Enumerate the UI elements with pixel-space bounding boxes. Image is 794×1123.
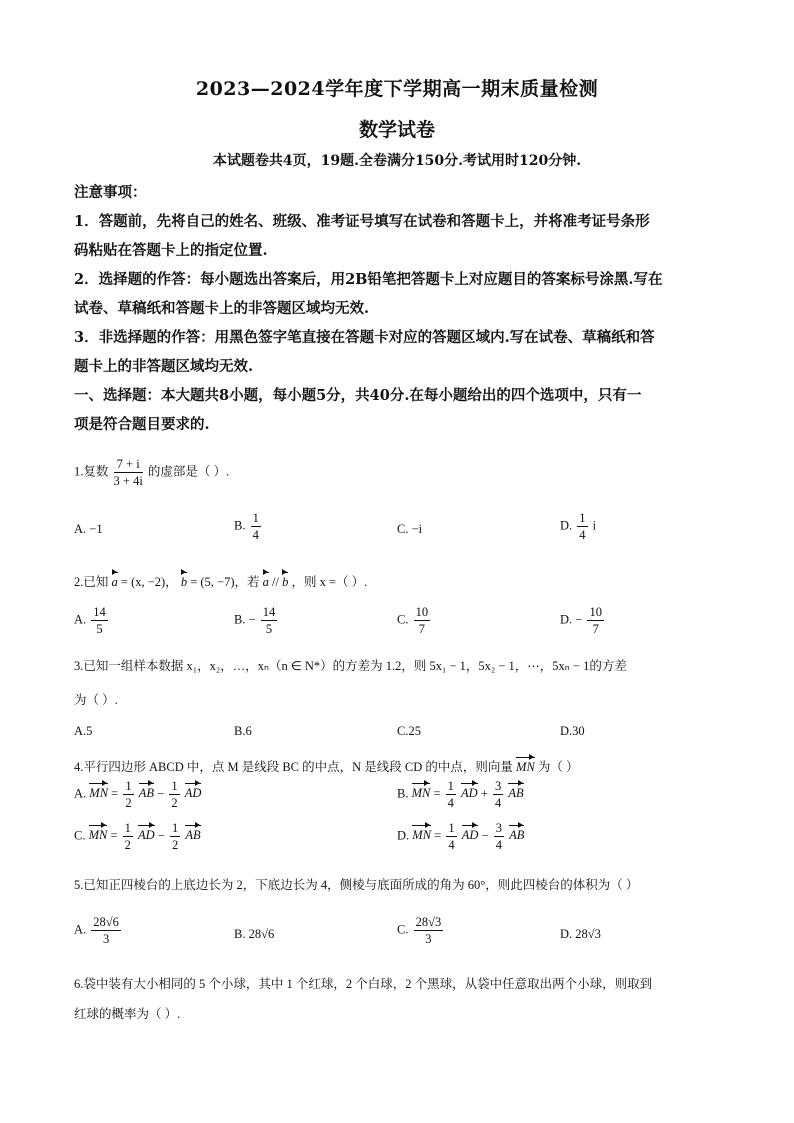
note-3-line-2: 题卡上的非答题区域均无效. [74, 358, 254, 375]
q1-numerator: 7 + i [114, 456, 143, 473]
q2-option-a [74, 604, 110, 637]
q1-option-d-den: 4 [579, 528, 586, 542]
q4-b-frac-2 [493, 778, 503, 811]
q4-b-frac-2-num: 3 [495, 779, 502, 793]
q2-option-b-den: 5 [265, 622, 273, 636]
question-2 [74, 572, 734, 590]
q4-b-ab: AB [508, 786, 524, 801]
q2-option-b-fraction [261, 604, 278, 637]
q3-option-c: C.25 [397, 724, 421, 738]
q4-b-frac-1-num: 1 [447, 779, 454, 793]
q2-option-b [234, 604, 279, 637]
q4-d-frac-1 [446, 820, 456, 853]
note-2-line-1: 2．选择题的作答：每小题选出答案后，用2B铅笔把答题卡上对应题目的答案标号涂黑.写在 [74, 271, 663, 288]
note-2-line-2: 试卷、草稿纸和答题卡上的非答题区域均无效. [74, 300, 370, 317]
exam-subtitle: 数学试卷 [358, 119, 435, 141]
q2-prefix: 2.已知 [74, 575, 109, 589]
q2-option-a-num: 14 [93, 605, 106, 619]
q5-option-c-den: 3 [425, 932, 432, 946]
q4-b-ad: AD [461, 786, 478, 801]
q4-d-frac-2-den: 4 [495, 838, 502, 852]
q1-option-b-den: 4 [252, 528, 259, 542]
q1-fraction [114, 456, 143, 489]
q4-d-ad: AD [461, 828, 479, 843]
q4-a-frac-2-num: 1 [171, 779, 178, 793]
q4-option-b: B. MN = $\frac{1}{4}$ AD + $\frac{3}{4}$ AB [397, 779, 524, 810]
q4-c-frac-1-den: 2 [124, 838, 131, 852]
q2-vector-b: b [180, 575, 188, 589]
q4-a-frac-1-num: 1 [125, 779, 132, 793]
q5-option-d: D. 28√3 [560, 927, 601, 941]
q4-a-frac-2 [169, 778, 179, 811]
q4-stem-vector: MN [516, 760, 535, 774]
question-6-line-2: 红球的概率为（ ）. [74, 1007, 181, 1021]
question-6-line-1: 6.袋中装有大小相同的 5 个小球，其中 1 个红球，2 个白球，2 个黑球，从袋中任意取出两个小球，则取到 [74, 977, 653, 991]
q5-option-a-label: A. [74, 922, 87, 937]
q4-c-ab: AB [185, 828, 201, 843]
exam-title: 2023—2024学年度下学期高一期末质量检测 [195, 78, 599, 100]
q1-option-c: C. −i [397, 522, 423, 536]
q4-d-frac-1-num: 1 [448, 821, 455, 835]
q5-option-c-num: 28√3 [415, 915, 442, 929]
note-1-line-1: 1．答题前，先将自己的姓名、班级、准考证号填写在试卷和答题卡上，并将准考证号条形 [74, 213, 650, 230]
q4-a-frac-1-den: 2 [125, 796, 132, 810]
note-3-line-1: 3．非选择题的作答：用黑色签字笔直接在答题卡对应的答题区域内.写在试卷、草稿纸和答 [74, 329, 655, 346]
q1-option-d-tail: i [592, 518, 597, 533]
q4-stem: 4.平行四边形 ABCD 中，点 M 是线段 BC 的中点，N 是线段 CD 的中点，则向量 [74, 760, 513, 774]
q1-prefix: 1.复数 [74, 464, 109, 479]
q4-d-mn: MN [412, 828, 432, 843]
q2-option-b-label: B. − [234, 612, 256, 627]
q4-option-a-label: A. [74, 786, 87, 801]
q1-suffix: 的虚部是（ ）. [147, 464, 230, 479]
q4-option-b-label: B. [397, 786, 409, 801]
q1-option-d [560, 510, 596, 543]
q4-c-frac-2-den: 2 [172, 838, 179, 852]
q2-option-c [397, 604, 432, 637]
q1-option-d-fraction [577, 510, 587, 543]
q4-d-frac-1-den: 4 [448, 838, 455, 852]
q5-option-c [397, 914, 445, 947]
q3-option-d: D.30 [560, 724, 585, 738]
q4-c-ad: AD [138, 828, 155, 843]
q4-a-ad: AD [184, 786, 202, 801]
q3-option-a: A.5 [74, 724, 93, 738]
question-4 [74, 757, 734, 775]
q4-d-ab: AB [509, 828, 525, 843]
q2-option-a-label: A. [74, 612, 87, 627]
q4-option-c-label: C. [74, 828, 86, 843]
q2-option-a-fraction [91, 604, 108, 637]
q5-option-c-label: C. [397, 922, 409, 937]
question-3-line-1: 3.已知一组样本数据 x₁，x₂，…，xₙ（n ∈ N*）的方差为 1.2，则 5x₁ − 1，5x₂ − 1，⋯，5xₙ − 1的方差 [74, 659, 627, 673]
q4-option-a: A. MN = $\frac{1}{2}$ AB − $\frac{1}{2}$ AD [74, 779, 202, 810]
q4-b-mn: MN [411, 786, 431, 801]
q2-b-expr: = (5, −7)，若 [190, 575, 260, 589]
q5-option-c-fraction [414, 914, 444, 947]
q4-a-frac-1 [123, 778, 133, 811]
q3-option-b: B.6 [234, 724, 252, 738]
q2-option-d-fraction [587, 604, 604, 637]
q5-option-a-den: 3 [102, 932, 110, 946]
q2-option-a-den: 5 [96, 622, 103, 636]
q1-option-b-num: 1 [252, 511, 259, 525]
q4-option-d: D. MN = $\frac{1}{4}$ AD − $\frac{3}{4}$ AB [397, 821, 525, 852]
question-1 [74, 456, 734, 489]
q2-option-c-den: 7 [418, 622, 425, 636]
q2-a-expr: = (x, −2)， [120, 575, 178, 589]
section-1-line-2: 项是符合题目要求的. [74, 416, 210, 433]
q2-parallel: // [272, 575, 279, 589]
q2-vector-a2: a [262, 575, 269, 589]
q2-vector-b2: b [282, 575, 289, 589]
q1-option-b [234, 510, 263, 543]
q4-stem-tail: 为（ ） [537, 760, 579, 774]
q4-option-c: C. MN = $\frac{1}{2}$ AD − $\frac{1}{2}$ AB [74, 821, 201, 852]
q4-a-ab: AB [138, 786, 154, 801]
q2-option-b-num: 14 [262, 605, 276, 619]
q4-b-frac-1 [446, 778, 456, 811]
q2-option-d-num: 10 [589, 605, 602, 619]
question-3-line-2: 为（ ）. [74, 693, 118, 707]
q1-option-b-fraction [251, 510, 261, 543]
q4-d-frac-2-num: 3 [495, 821, 502, 835]
q1-denominator: 3 + 4i [113, 474, 143, 488]
q2-option-d-den: 7 [592, 622, 599, 636]
question-5: 5.已知正四棱台的上底边长为 2，下底边长为 4，侧棱与底面所成的角为 60°，则此四棱台的体积为（ ） [74, 878, 639, 892]
q4-c-frac-2-num: 1 [172, 821, 179, 835]
notes-section [74, 178, 724, 439]
notes-heading: 注意事项： [74, 184, 147, 201]
q1-option-d-num: 1 [579, 511, 586, 525]
q1-option-b-label: B. [234, 518, 246, 533]
q4-a-mn: MN [89, 786, 109, 801]
q4-a-frac-2-den: 2 [171, 796, 178, 810]
note-1-line-2: 码粘贴在答题卡上的指定位置. [74, 242, 268, 259]
q2-option-d-label: D. − [560, 612, 583, 627]
q4-b-frac-1-den: 4 [447, 796, 454, 810]
q2-vector-a: a [111, 575, 118, 589]
q4-c-mn: MN [88, 828, 108, 843]
q1-option-a: A. −1 [74, 522, 103, 536]
q4-c-frac-2 [170, 820, 180, 853]
q4-d-frac-2 [494, 820, 504, 853]
q4-option-d-label: D. [397, 828, 410, 843]
section-1-line-1: 一、选择题：本大题共8小题，每小题5分，共40分.在每小题给出的四个选项中，只有一 [74, 387, 642, 404]
q2-option-c-label: C. [397, 612, 409, 627]
q2-option-c-fraction [414, 604, 431, 637]
q5-option-a [74, 914, 123, 947]
q5-option-b: B. 28√6 [234, 927, 275, 941]
q2-suffix: ，则 x =（ ）. [291, 575, 368, 589]
q4-c-frac-1-num: 1 [124, 821, 131, 835]
q2-option-c-num: 10 [415, 605, 429, 619]
q5-option-a-fraction [91, 914, 121, 947]
q5-option-a-num: 28√6 [93, 915, 119, 929]
q4-c-frac-1 [123, 820, 133, 853]
exam-info: 本试题卷共4页，19题.全卷满分150分.考试用时120分钟. [212, 153, 582, 169]
q1-option-d-label: D. [560, 518, 573, 533]
q4-b-frac-2-den: 4 [495, 796, 502, 810]
q2-option-d [560, 604, 606, 637]
